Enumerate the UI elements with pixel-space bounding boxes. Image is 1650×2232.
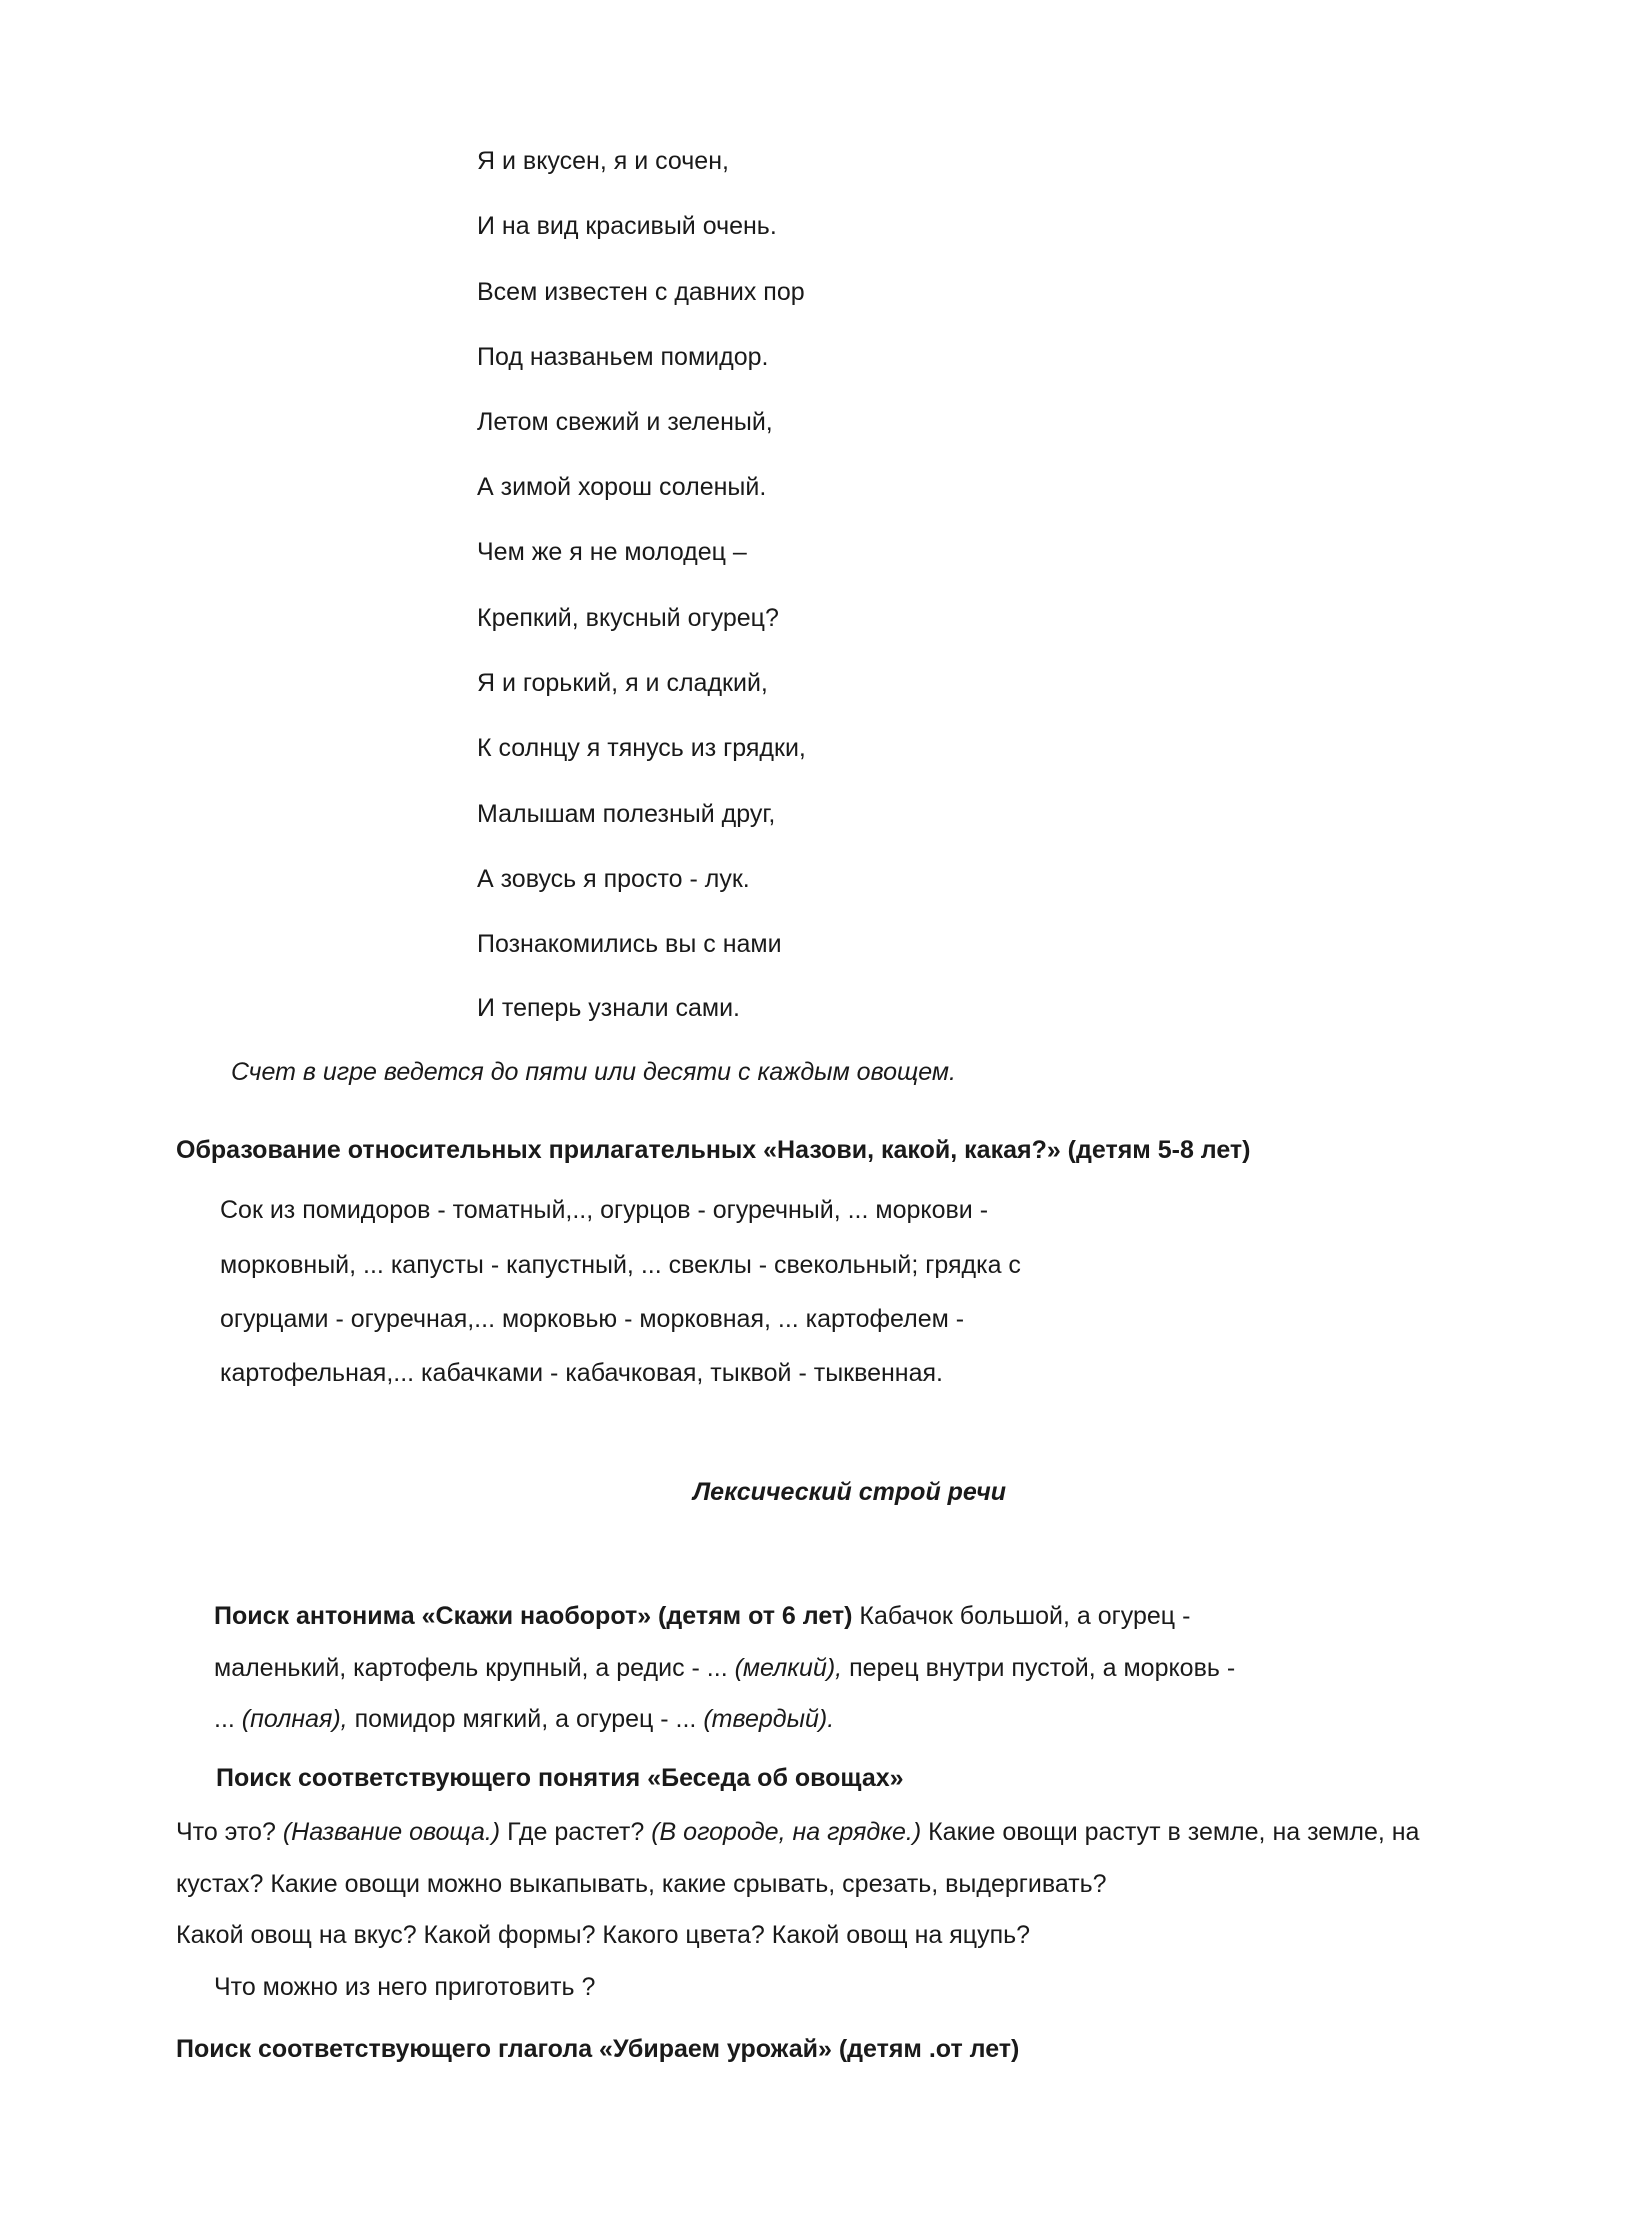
antonyms-text: Кабачок большой, а огурец - [852,1602,1191,1630]
poem-line: Малышам полезный друг, [477,800,776,828]
antonyms-text: перец внутри пустой, а морковь - [842,1654,1236,1682]
harvest-heading: Поиск соответствующего глагола «Убираем урожай» (детям .от лет) [176,2035,1020,2063]
poem-line: Я и горький, я и сладкий, [477,669,768,697]
score-note: Счет в игре ведется до пяти или десяти с каждым овощем. [231,1058,956,1086]
antonyms-answer: (твердый). [703,1705,835,1733]
poem-line: А зимой хорош соленый. [477,473,767,501]
antonyms-answer: (полная), [241,1705,348,1733]
conversation-line-3: Какой овощ на вкус? Какой формы? Какого цвета? Какой овощ на яцупь? [176,1921,1031,1949]
antonyms-line-1 [214,1601,1190,1631]
conversation-heading: Поиск соответствующего понятия «Беседа об овощах» [216,1764,904,1792]
poem-line: Под названьем помидор. [477,343,769,371]
conversation-line-4: Что можно из него приготовить ? [214,1973,596,2001]
poem-line: Я и вкусен, я и сочен, [477,147,729,175]
poem-line: И теперь узнали сами. [477,994,740,1022]
adjectives-line: морковный, ... капусты - капустный, ... свеклы - свекольный; грядка с [220,1251,1021,1279]
poem-line: Летом свежий и зеленый, [477,408,773,436]
antonyms-text: ... [214,1705,242,1733]
conversation-text: Какие овощи растут в земле, на земле, на [921,1818,1420,1846]
poem-line: К солнцу я тянусь из грядки, [477,734,806,762]
poem-line: Всем известен с давних пор [477,278,805,306]
conversation-answer: (В огороде, на грядке.) [651,1818,922,1846]
antonyms-text: помидор мягкий, а огурец - ... [347,1705,704,1733]
antonyms-heading: Поиск антонима «Скажи наоборот» (детям от 6 лет) [214,1602,853,1630]
adjectives-line: картофельная,... кабачками - кабачковая, тыквой - тыквенная. [220,1359,943,1387]
lexical-heading: Лексический строй речи [693,1478,1007,1506]
conversation-text: Что это? [176,1818,283,1846]
poem-line: Познакомились вы с нами [477,930,782,958]
poem-line: И на вид красивый очень. [477,212,777,240]
poem-line: Чем же я не молодец – [477,538,747,566]
conversation-line-1 [176,1817,1419,1847]
adjectives-line: Сок из помидоров - томатный,.., огурцов - огуречный, ... моркови - [220,1196,989,1224]
antonyms-answer: (мелкий), [734,1654,843,1682]
poem-line: А зовусь я просто - лук. [477,865,750,893]
conversation-line-2: кустах? Какие овощи можно выкапывать, какие срывать, срезать, выдергивать? [176,1870,1107,1898]
antonyms-text: маленький, картофель крупный, а редис - ... [214,1654,735,1682]
adjectives-line: огурцами - огуречная,... морковью - морковная, ... картофелем - [220,1305,965,1333]
adjectives-heading: Образование относительных прилагательных «Назови, какой, какая?» (детям 5-8 лет) [176,1136,1251,1164]
poem-line: Крепкий, вкусный огурец? [477,604,779,632]
conversation-text: Где растет? [500,1818,652,1846]
conversation-answer: (Название овоща.) [282,1818,501,1846]
antonyms-line-3 [214,1704,834,1734]
antonyms-line-2 [214,1653,1235,1683]
